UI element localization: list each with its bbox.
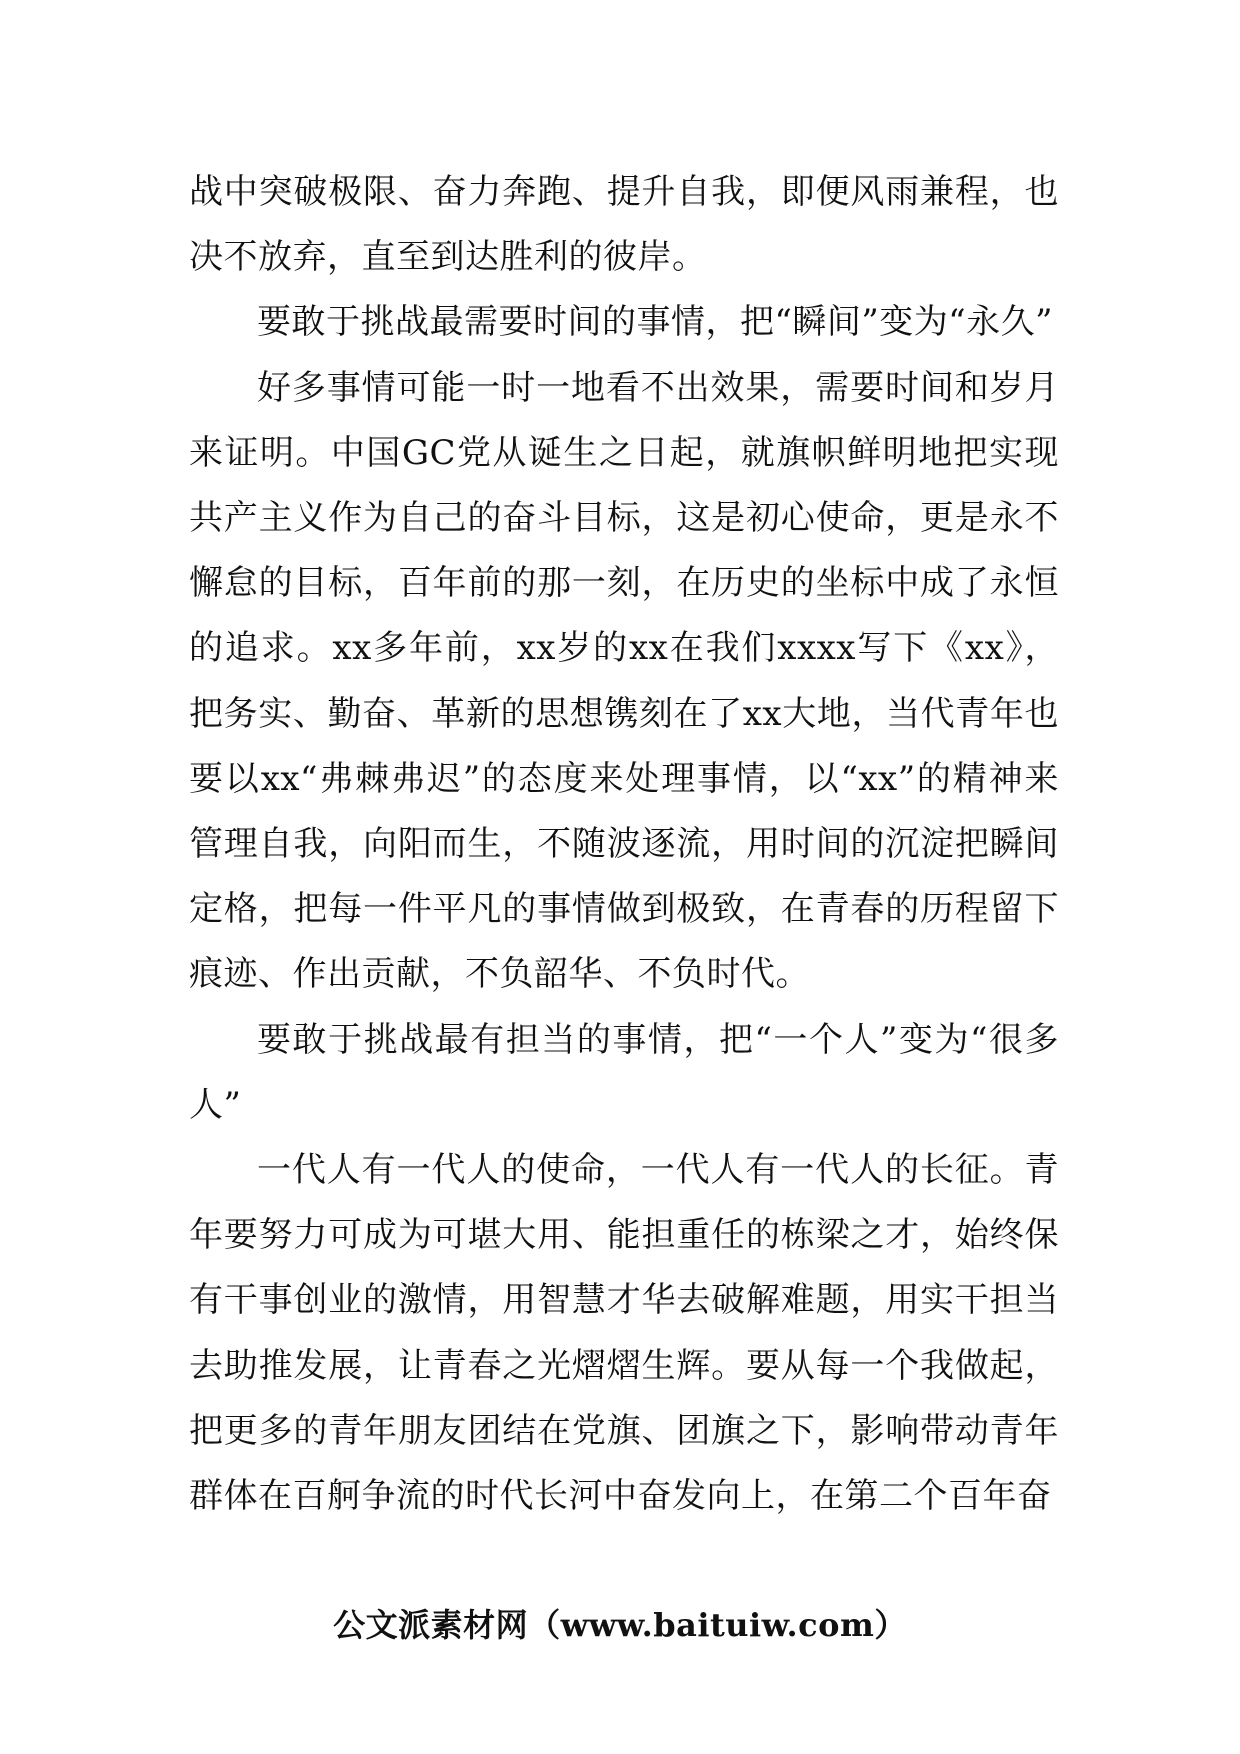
section-heading-responsibility: 要敢于挑战最有担当的事情，把“一个人”变为“很多人”	[189, 1019, 1059, 1125]
paragraph-continuation: 战中突破极限、奋力奔跑、提升自我，即便风雨兼程，也决不放弃，直至到达胜利的彼岸。	[189, 172, 1059, 278]
document-body	[189, 160, 1059, 1529]
page-footer: 公文派素材网（www.baituiw.com）	[333, 1606, 907, 1644]
section-heading-time: 要敢于挑战最需要时间的事情，把“瞬间”变为“永久”	[257, 302, 1054, 343]
paragraph-time: 好多事情可能一时一地看不出效果，需要时间和岁月来证明。中国GC党从诞生之日起，就旗帜鲜明地把实现共产主义作为自己的奋斗目标，这是初心使命，更是永不懈怠的目标，百年前的那一刻，在历史的坐标中成了永恒的追求。xx多年前，xx岁的xx在我们xxxx写下《xx》，把务实、勤奋、革新的思想镌刻在了xx大地，当代青年也要以xx“弗棘弗迟”的态度来处理事情，以“xx”的精神来管理自我，向阳而生，不随波逐流，用时间的沉淀把瞬间定格，把每一件平凡的事情做到极致，在青春的历程留下痕迹、作出贡献，不负韶华、不负时代。	[189, 367, 1059, 995]
paragraph-responsibility: 一代人有一代人的使命，一代人有一代人的长征。青年要努力可成为可堪大用、能担重任的栋梁之才，始终保有干事创业的激情，用智慧才华去破解难题，用实干担当去助推发展，让青春之光熠熠生辉。要从每一个我做起，把更多的青年朋友团结在党旗、团旗之下，影响带动青年群体在百舸争流的时代长河中奋发向上，在第二个百年奋	[189, 1150, 1059, 1517]
